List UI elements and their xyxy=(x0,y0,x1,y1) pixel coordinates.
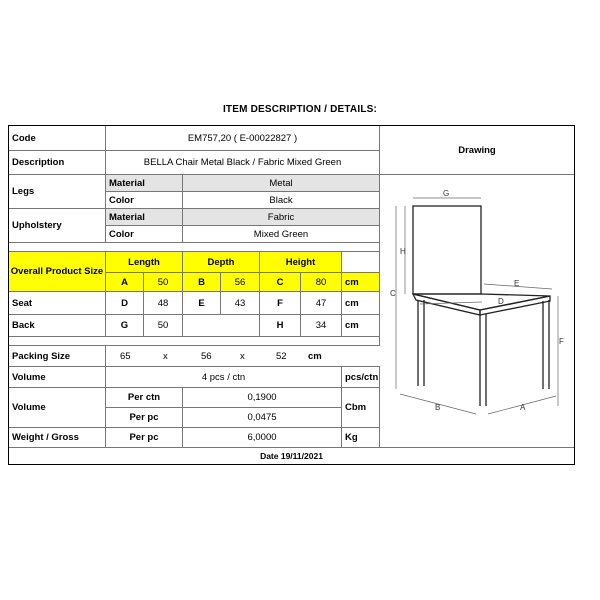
back-empty xyxy=(183,315,260,337)
dim-label-f: F xyxy=(559,337,564,346)
dim-label-d: D xyxy=(498,297,504,306)
volume-per-pc-value: 0,0475 xyxy=(183,408,342,428)
legs-color-label: Color xyxy=(106,192,183,209)
chair-back-frame xyxy=(413,206,481,294)
volume-unit: pcs/ctn xyxy=(342,367,380,388)
dim-label-a: A xyxy=(520,403,526,412)
depth-header: Depth xyxy=(183,252,260,273)
chair-seat-front xyxy=(413,294,480,315)
packing-height: 52 xyxy=(276,350,287,362)
dim-f-letter: F xyxy=(260,292,301,315)
dim-a-value: 50 xyxy=(144,273,183,292)
dim-f-value: 47 xyxy=(301,292,342,315)
date-footer: Date 19/11/2021 xyxy=(260,451,323,461)
upholstery-color-label: Color xyxy=(106,226,183,243)
packing-unit: cm xyxy=(308,350,322,362)
code-value: EM757,20 ( E-00022827 ) xyxy=(106,126,380,151)
volume-label: Volume xyxy=(9,367,106,388)
packing-x1: x xyxy=(163,350,168,362)
length-header: Length xyxy=(106,252,183,273)
upholstery-label: Upholstery xyxy=(9,209,106,243)
packing-size-label: Packing Size xyxy=(9,346,106,367)
description-label: Description xyxy=(9,151,106,175)
volume-per-ctn-label: Per ctn xyxy=(106,388,183,408)
spacer-row xyxy=(9,243,380,252)
page-heading: ITEM DESCRIPTION / DETAILS: xyxy=(222,104,378,115)
dim-c-letter: C xyxy=(260,273,301,292)
packing-width: 56 xyxy=(201,350,212,362)
seat-label: Seat xyxy=(9,292,106,315)
dim-d-value: 48 xyxy=(144,292,183,315)
dim-label-c: C xyxy=(390,289,396,298)
dim-e-letter: E xyxy=(183,292,221,315)
seat-unit: cm xyxy=(342,292,380,315)
legs-label: Legs xyxy=(9,175,106,209)
dim-label-g: G xyxy=(443,189,450,198)
height-header: Height xyxy=(260,252,342,273)
weight-value: 6,0000 xyxy=(183,428,342,448)
dim-label-h: H xyxy=(400,247,406,256)
dim-g-letter: G xyxy=(106,315,144,337)
upholstery-color-value: Mixed Green xyxy=(183,226,380,243)
chair-dimension-drawing xyxy=(380,174,570,429)
legs-material-label: Material xyxy=(106,175,183,192)
drawing-label: Drawing xyxy=(380,126,574,175)
weight-unit: Kg xyxy=(342,428,380,448)
overall-unit-spacer xyxy=(342,252,380,273)
volume-cbm-label: Volume xyxy=(9,388,106,428)
upholstery-material-value: Fabric xyxy=(183,209,380,226)
spacer-row-2 xyxy=(9,337,380,346)
dim-b-letter: B xyxy=(183,273,221,292)
dim-e-value: 43 xyxy=(221,292,260,315)
dim-a-letter: A xyxy=(106,273,144,292)
dim-h-letter: H xyxy=(260,315,301,337)
weight-per-pc-label: Per pc xyxy=(106,428,183,448)
volume-per-ctn-value: 0,1900 xyxy=(183,388,342,408)
code-label: Code xyxy=(9,126,106,151)
dim-d-letter: D xyxy=(106,292,144,315)
volume-cbm-unit: Cbm xyxy=(342,388,380,428)
dim-g-value: 50 xyxy=(144,315,183,337)
upholstery-material-label: Material xyxy=(106,209,183,226)
overall-unit: cm xyxy=(342,273,380,292)
back-label: Back xyxy=(9,315,106,337)
legs-material-value: Metal xyxy=(183,175,380,192)
packing-size-values xyxy=(106,346,380,367)
chair-seat-side xyxy=(480,296,550,315)
dim-b-value: 56 xyxy=(221,273,260,292)
packing-x2: x xyxy=(240,350,245,362)
back-unit: cm xyxy=(342,315,380,337)
dim-c-value: 80 xyxy=(301,273,342,292)
volume-value: 4 pcs / ctn xyxy=(106,367,342,388)
packing-length: 65 xyxy=(120,350,131,362)
legs-color-value: Black xyxy=(183,192,380,209)
dim-h-value: 34 xyxy=(301,315,342,337)
dim-label-e: E xyxy=(514,279,520,288)
overall-size-label: Overall Product Size xyxy=(9,252,106,292)
dim-label-b: B xyxy=(435,403,441,412)
volume-per-pc-label: Per pc xyxy=(106,408,183,428)
description-value: BELLA Chair Metal Black / Fabric Mixed Green xyxy=(106,151,380,175)
weight-label: Weight / Gross xyxy=(9,428,106,448)
